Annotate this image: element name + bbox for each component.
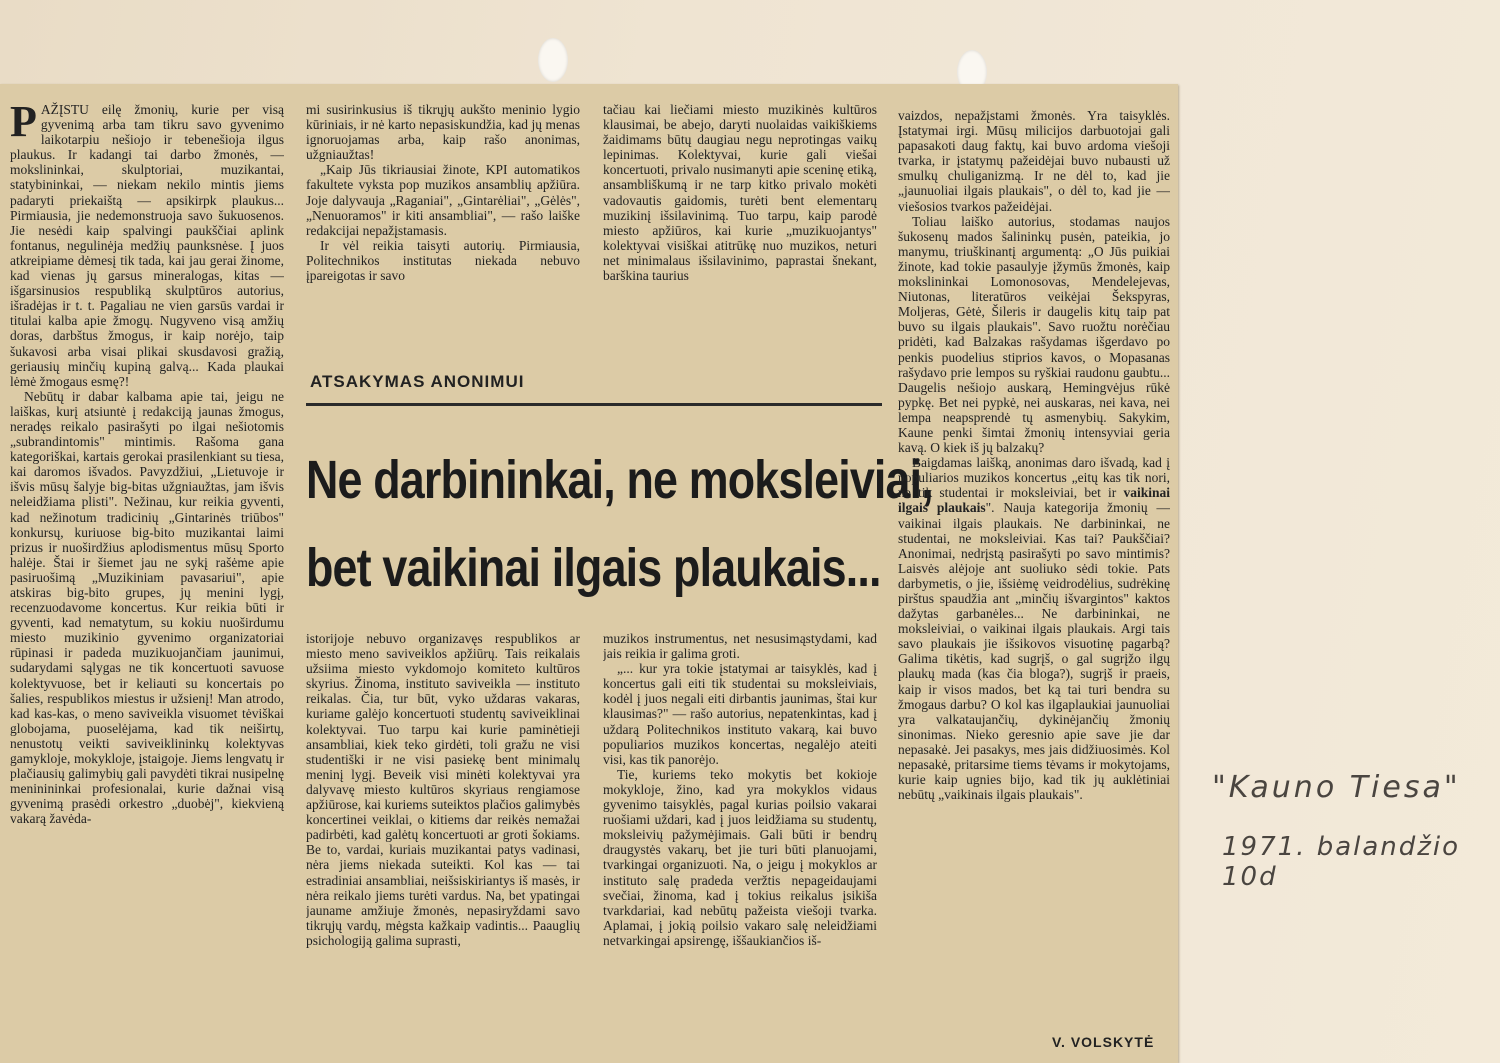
paragraph: „Kaip Jūs tikriausiai žinote, KPI automatikos fakultete vyksta pop muzikos ansamblių apžiūra. Joje dalyvauja „Raganiai", „Gintarėliai", „Gėlės", „Nenuoramos" ir kiti ansambliai", — rašo laiške redakcijai nepažįstamasis.: [306, 162, 580, 238]
article-column-2-top: [306, 102, 580, 342]
paragraph: Baigdamas laišką, anonimas daro išvadą, kad į populiarios muzikos koncertus „eitų kas tik nori, ne tik studentai ir moksleiviai, bet ir vaikinai ilgais plaukais". Nauja kategorija žmonių — vaikinai ilgais plaukais. Ne darbininkai, ne studentai, ne moksleiviai. Kas tai? Paukščiai? Anonimai, nedrįstą pasirašyti po savo mintimis? Laisvės alėjoje ant suoliuko sėdi tokie. Pats darbymetis, o jie, išsiėmę veidrodėlius, sudrėkinę pirštus spaudžia ant „minčių išvargintos" kaktos dažytas garbanėles... Ne darbininkai, ne moksleiviai, o vaikinai ilgais plaukais. Argi tais savo plaukais jie išsikovos visuotinę pagarbą? Galima tikėtis, kad sugrįš, o gal sugrįžo ilgų plaukų mada (kas čia bloga?), sugrįš ir praeis, kaip ir visos mados, bet ką tai turi bendra su žmogaus darbu? O kol kas ilgaplaukiai jaunuoliai yra valkataujančių, dykinėjančių žmonių sinonimas. Nieko geresnio apie save jie dar nepasakė. Jei pasakys, mes jais didžiuosimės. Kol nepasakė, pritarsime tiems tėvams ir mokytojams, kurie kaip ugnies bijo, kad tik jų auklėtiniai nebūtų „vaikinais ilgais plaukais".: [898, 455, 1170, 803]
paragraph: vaizdos, nepažįstami žmonės. Yra taisyklės. Įstatymai irgi. Mūsų milicijos darbuotojai gali papasakoti daug faktų, kai buvo ardoma viešoji tvarka, ir įstatymų pažeidėjai buvo nubausti už smulkų chuliganizmą. Ir ne dėl to, kad jie „jaunuoliai ilgais plaukais", o dėl to, kad jie — viešosios tvarkos pažeidėjai.: [898, 108, 1170, 214]
article-column-2-bottom: [306, 631, 580, 1059]
handwritten-source: "Kauno Tiesa": [1212, 770, 1461, 805]
headline-line: bet vaikinai ilgais plaukais...: [306, 538, 881, 598]
emphasis: vaikinai ilgais plaukais: [898, 485, 1170, 516]
article-column-3-bottom: [603, 631, 877, 1059]
punch-hole: [538, 38, 568, 82]
paragraph: „... kur yra tokie įstatymai ar taisyklės, kad į koncertus gali eiti tik studentai su moksleiviais, kodėl į juos negali eiti dirbantis jaunimas, štai kur klausimas?" — rašo autorius, nepatenkintas, kad į uždarą Politechnikos instituto vakarą, kai buvo populiarios muzikos koncertas, negalėjo ateiti visi, kas tik panorėjo.: [603, 661, 877, 767]
paragraph: Tie, kuriems teko mokytis bet kokioje mokykloje, žino, kad yra mokyklos vidaus gyvenimo taisyklės, pagal kurias poilsio vakarai ruošiami uždari, kad į juos leidžiama su studentų, moksleivių pažymėjimais. Gali būti ir bendrų draugystės vakarų, bet jie turi būti planuojami, tvarkingai organizuoti. Na, o jeigu į mokyklos ar instituto salę pradeda veržtis nepageidaujami svečiai, žinoma, kad į tokius reikalus įsikiša tvarkdariai, kad nebūtų pažeista viešoji tvarka. Aplamai, į jokią poilsio vakaro salę neleidžiami netvarkingai apsirengę, iššaukiančios iš-: [603, 766, 877, 948]
newspaper-clipping: [0, 84, 1178, 1063]
divider: [306, 403, 882, 406]
rubric: ATSAKYMAS ANONIMUI: [310, 372, 525, 391]
paragraph: Toliau laiško autorius, stodamas naujos šukosenų mados šalininkų pusėn, pateikia, jo manymu, triuškinantį argumentą: „O Jūs puikiai žinote, kad tokie pasaulyje įžymūs žmonės, kaip mokslininkai Lomonosovas, Mendelejevas, Niutonas, literatūros veikėjai Šekspyras, Moljeras, Gėtė, Šileris ir daugelis kitų taip pat buvo su ilgais plaukais". Savo ruožtu norėčiau pridėti, kad Balzakas rašydamas išgerdavo po penkis puodelius stiprios kavos, o Mopasanas rašydavo prie lempos su ryškiai raudonu gaubtu... Daugelis nešiojo auskarą, Hemingvėjus rūkė pypkę. Bet nei pypkė, nei auskaras, nei kava, nei lempa neapsprendė tų asmenybių. Sakykim, Kaune penki šimtai žmonių intensyviai geria kavą. O kiek iš jų balzakų?: [898, 213, 1170, 456]
paragraph: AŽĮSTU eilę žmonių, kurie per visą gyvenimą arba tam tikru savo gyvenimo laikotarpiu nešiojo ir tebenešioja ilgus plaukus. Ir kadangi tai darbo žmonės, — mokslininkai, skulptoriai, muzikantai, statybininkai, — niekam nekilo mintis jiems padaryti priekaištą — apsikirpk plaukus... Pirmiausia, jie nedemonstruoja savo šukuosenos. Jie nesėdi kaip spalvingi paukščiai aplink fontanus, negulinėja medžių paunksnėse. Į juos atkreipiame dėmesį tik tada, kai jau gerai žinome, kad vienas jų garsus mineralogas, kitas — išgarsinusios respubliką skulptūros autorius, išradėjas ir t. t. Pagaliau ne vien garsūs vardai ir titulai kalba apie žmogų. Nugyveno visą amžių doras, darbštus žmogus, ir kaip norėjo, taip šukavosi arba visai plikai skusdavosi gražią, geriausių minčių kupiną galvą... Kada plaukai lėmė žmogaus esmę?!: [10, 102, 284, 389]
handwritten-date: 1971. balandžio 10d: [1222, 832, 1461, 892]
headline: [306, 436, 933, 612]
article-column-3-top: [603, 102, 877, 342]
paragraph: muzikos instrumentus, net nesusimąstydami, kad jais reikia ir galima groti.: [603, 631, 877, 662]
paragraph: tačiau kai liečiami miesto muzikinės kultūros klausimai, be abejo, daryti nuolaidas vaikiškiems žaidimams būtų daugiau negu neprotingas vaikų lepinimas. Kolektyvai, kurie gali viešai koncertuoti, privalo nusimanyti apie sceninę etiką, ansambliškumą ir ne tarp kitko privalo mokėti vadovautis gaidomis, turėti bent elementarų muzikinį išsilavinimą. Tuo tarpu, kaip parodė miesto apžiūros, kai kurie „muzikuojantys" kolektyvai visiškai atitrūkę nuo muzikos, neturi net minimalaus išsilavinimo, paprastai šnekant, barškina taurius: [603, 102, 877, 284]
author-byline: V. VOLSKYTĖ: [1052, 1034, 1155, 1050]
paragraph: mi susirinkusius iš tikrųjų aukšto meninio lygio kūriniais, ir nė karto nepasiskundžia, kad jų menas ignoruojamas arba, kaip rašo anonimas, užgniaužtas!: [306, 102, 580, 163]
article-column-4: [898, 108, 1170, 1032]
drop-cap: P: [10, 102, 37, 146]
paragraph: Ir vėl reikia taisyti autorių. Pirmiausia, Politechnikos institutas niekada nebuvo įpareigotas ir savo: [306, 237, 580, 284]
article-column-1: [10, 102, 284, 1060]
paragraph: Nebūtų ir dabar kalbama apie tai, jeigu ne laiškas, kurį atsiuntė į redakciją jaunas žmogus, neradęs reikalo pasirašyti po ilgai nešiotomis „subrandintomis" mintimis. Rašoma gana kategoriškai, kartais gerokai prasilenkiant su tiesa, kai daromos išvados. Pavyzdžiui, „Lietuvoje ir išvis mūsų šalyje big-bitas užgniaužtas, jam išvis neleidžiama plisti". Nežinau, kur reikia gyventi, kad nežinotum tradicinių „Gintarinės triūbos" konkursų, kuriuose big-bito muzikantai laimi prizus ir nuoširdžius aplodismentus mūsų Sporto halėje. Štai ir šiemet jau ne sykį rašėme apie pasiruošimą „Muzikiniam pavasariui", apie atskiras big-bito grupes, jų menini lygį, recenzuodavome koncertus. Kur reikia būti ir gyventi, kad nematytum, su kokiu nuoširdumu miesto muzikinio gyvenimo organizatoriai rūpinasi ir padeda muzikuojančiam jaunimui, sudarydami sąlygas ne tik koncertuoti savuose kolektyvuose, bet ir keliauti su koncertais po šalies, respublikos miestus ir užsienį! Man atrodo, kad kas-kas, o meno saviveikla visuomet tėviškai globojama, puoselėjama, kad tik neiširtų, nenustotų veikti saviveiklininkų kolektyvas gamykloje, mokykloje, įstaigoje. Jiems lengvatų ir plačiausių galimybių gali pavydėti tikrai nusipelnę meninininkai profesionalai, kurie dažnai visą gyvenimą prasėdi orkestro „duobėj", kiekvieną vakarą žavėda-: [10, 388, 284, 827]
headline-line: Ne darbininkai, ne moksleiviai,: [306, 450, 933, 510]
paragraph: istorijoje nebuvo organizavęs respublikos ar miesto meno saviveiklos apžiūrų. Tais reikalais užsiima miesto vykdomojo komiteto kultūros skyrius. Žinoma, instituto saviveikla — instituto reikalas. Čia, tur būt, vyko uždaras vakaras, kuriame galėjo koncertuoti studentų saviveiklinai kolektyvai. Tuo tarpu kai kurie paminėtieji ansambliai, kiek teko girdėti, toli gražu ne visi studentiški ir ne visi pasiekę bent minimalų meninį lygį. Beveik visi minėti kolektyvai yra dalyvavę miesto kultūros skyriaus rengiamose apžiūrose, kai kuriems suteiktos plačios galimybės koncertinei veiklai, o kitiems dar reikės nemažai padirbėti, kad galėtų koncertuoti ar groti šokiams. Be to, vardai, kuriais muzikantai patys vadinasi, nėra jiems niekada suteikti. Kol kas — tai estradiniai ansambliai, neišsiskiriantys iš masės, ir nėra reikalo jiems turėti vardus. Na, bet ypatingai jauname amžiuje žmonės, nepasiryždami savo tikrųjų vardų, mėgsta kažkaip vadintis... Paauglių psichologiją galima suprasti,: [306, 631, 580, 948]
